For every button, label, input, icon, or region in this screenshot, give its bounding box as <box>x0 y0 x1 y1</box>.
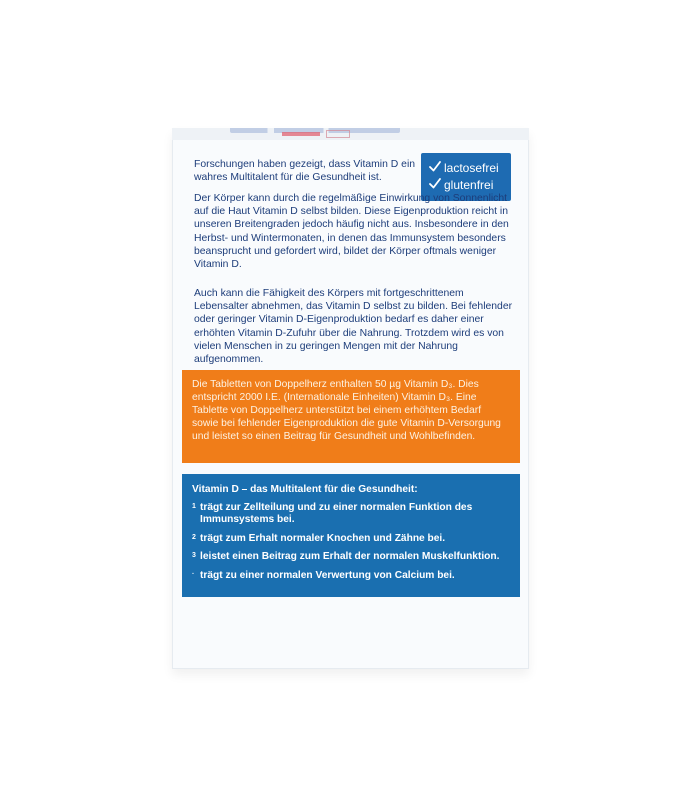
badge-row-lactose <box>429 160 511 177</box>
benefit-item <box>192 502 510 527</box>
benefit-item <box>192 551 510 564</box>
intro-paragraph-2: Der Körper kann durch die regelmäßige Einwirkung von Sonnenlicht auf die Haut Vitamin D selbst bilden. Diese Eigenproduktion reicht in unseren Breitengraden jedoch häufig nicht aus. Insbesondere in den Herbst- und Wintermonaten, in denen das Immunsystem besonders beansprucht und gefordert wird, bildet der Körper oftmals weniger Vitamin D. <box>194 193 509 271</box>
brand-accent-reflection <box>282 132 320 136</box>
benefit-text: leistet einen Beitrag zum Erhalt der normalen Muskelfunktion. <box>200 551 500 563</box>
product-box-back <box>172 128 529 669</box>
benefit-text: trägt zur Zellteilung und zu einer normalen Funktion des Immunsystems bei. <box>200 501 473 526</box>
intro-paragraph-3: Auch kann die Fähigkeit des Körpers mit fortgeschrittenem Lebensalter abnehmen, das Vitamin D selbst zu bilden. Bei fehlender oder geringer Vitamin D-Eigenproduktion bedarf es daher einer erhöhten Vitamin D-Zufuhr über die Nahrung. Trotzdem wird es von vielen Menschen in zu geringen Mengen mit der Nahrung aufgenommen. <box>194 288 513 366</box>
benefit-item <box>192 533 510 546</box>
bullet-marker: · <box>192 570 195 578</box>
brand-box-reflection <box>326 130 350 138</box>
benefit-text: trägt zu einer normalen Verwertung von Calcium bei. <box>200 569 455 581</box>
benefits-box <box>182 474 520 597</box>
footnote-marker: 1 <box>192 502 196 510</box>
badge-label-lactosefrei: lactosefrei <box>444 161 499 175</box>
dosage-info-box <box>182 370 520 463</box>
footnote-marker: 3 <box>192 552 196 560</box>
checkmark-icon <box>429 160 441 177</box>
benefit-item <box>192 570 510 583</box>
benefit-text: trägt zum Erhalt normaler Knochen und Zähne bei. <box>200 532 446 544</box>
footnote-marker: 2 <box>192 533 196 541</box>
box-top-edge <box>172 128 529 140</box>
badge-label-glutenfrei: glutenfrei <box>444 178 494 192</box>
intro-paragraph-1: Forschungen haben gezeigt, dass Vitamin D ein wahres Multitalent für die Gesundheit ist. <box>194 159 416 184</box>
benefits-title: Vitamin D – das Multitalent für die Gesundheit: <box>192 484 418 495</box>
dosage-info-text: Die Tabletten von Doppelherz enthalten 50 µg Vitamin D₃. Dies entspricht 2000 I.E. (Internationale Einheiten) Vitamin D₃. Eine Tablette von Doppelherz unterstützt bei einem erhöhtem Bedarf sowie bei fehlender Eigenproduktion die gute Vitamin D-Versorgung und leistet so einen Beitrag für Gesundheit und Wohlbefinden. <box>192 379 501 442</box>
